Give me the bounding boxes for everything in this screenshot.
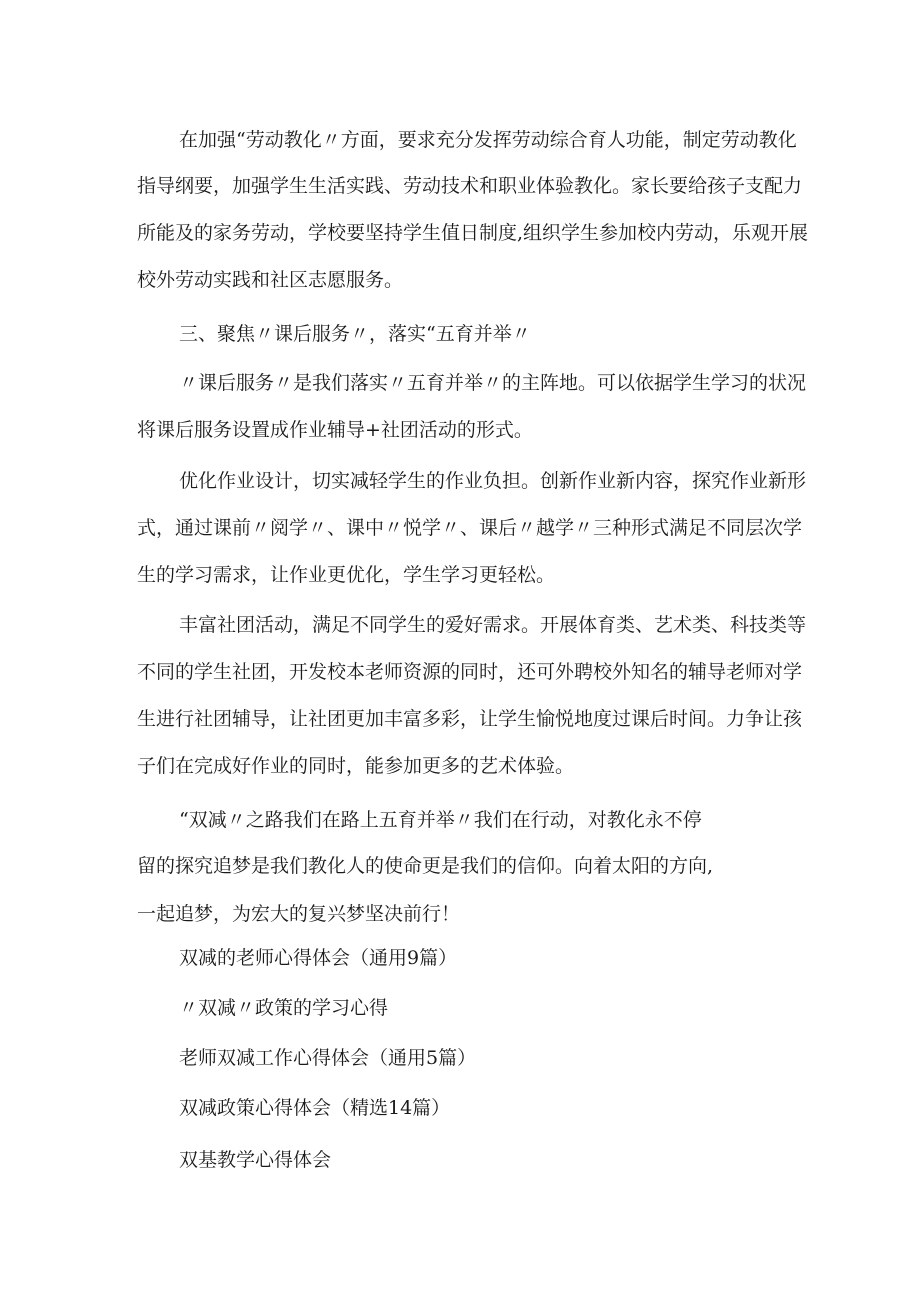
paragraph-line: 指导纲要，加强学生生活实践、劳动技术和职业体验教化。家长要给孩子支配力 [137, 175, 803, 197]
paragraph-line: 式，通过课前〃阅学〃、课中〃悦学〃、课后〃越学〃三种形式满足不同层次学 [137, 517, 803, 539]
paragraph-line: 在加强“劳动教化〃方面，要求充分发挥劳动综合育人功能，制定劳动教化 [179, 129, 797, 151]
related-link[interactable]: 双减的老师心得体会（通用9篇） [179, 947, 458, 969]
paragraph-line: 子们在完成好作业的同时，能参加更多的艺术体验。 [137, 755, 575, 777]
paragraph-line: 丰富社团活动，满足不同学生的爱好需求。开展体育类、艺术类、科技类等 [179, 614, 807, 636]
paragraph-line: 不同的学生社团，开发校本老师资源的同时，还可外聘校外知名的辅导老师对学 [137, 661, 803, 683]
paragraph-line: 生进行社团辅导，让社团更加丰富多彩，让学生愉悦地度过课后时间。力争让孩 [137, 708, 803, 730]
related-link[interactable]: 老师双减工作心得体会（通用5篇） [179, 1047, 477, 1069]
paragraph-line: “双减〃之路我们在路上五育并举〃我们在行动，对教化永不停 [179, 809, 702, 831]
paragraph-line: 留的探究追梦是我们教化人的使命更是我们的信仰。向着太阳的方向, [137, 855, 714, 877]
related-link[interactable]: 双基教学心得体会 [179, 1149, 332, 1171]
section-heading: 三、聚焦〃课后服务〃，落实“五育并举〃 [179, 323, 531, 345]
related-link[interactable]: 〃双减〃政策的学习心得 [179, 997, 389, 1019]
related-link[interactable]: 双减政策心得体会（精选14篇） [179, 1097, 451, 1119]
paragraph-line: 所能及的家务劳动，学校要坚持学生值日制度,组织学生参加校内劳动，乐观开展 [137, 222, 809, 244]
paragraph-line: 一起追梦，为宏大的复兴梦坚决前行！ [137, 903, 461, 925]
paragraph-line: 将课后服务设置成作业辅导+社团活动的形式。 [137, 419, 533, 441]
paragraph-line: 优化作业设计，切实减轻学生的作业负担。创新作业新内容，探究作业新形 [179, 470, 807, 492]
paragraph-line: 〃课后服务〃是我们落实〃五育并举〃的主阵地。可以依据学生学习的状况 [179, 372, 807, 394]
paragraph-line: 校外劳动实践和社区志愿服务。 [137, 269, 404, 291]
paragraph-line: 生的学习需求，让作业更优化，学生学习更轻松。 [137, 564, 556, 586]
